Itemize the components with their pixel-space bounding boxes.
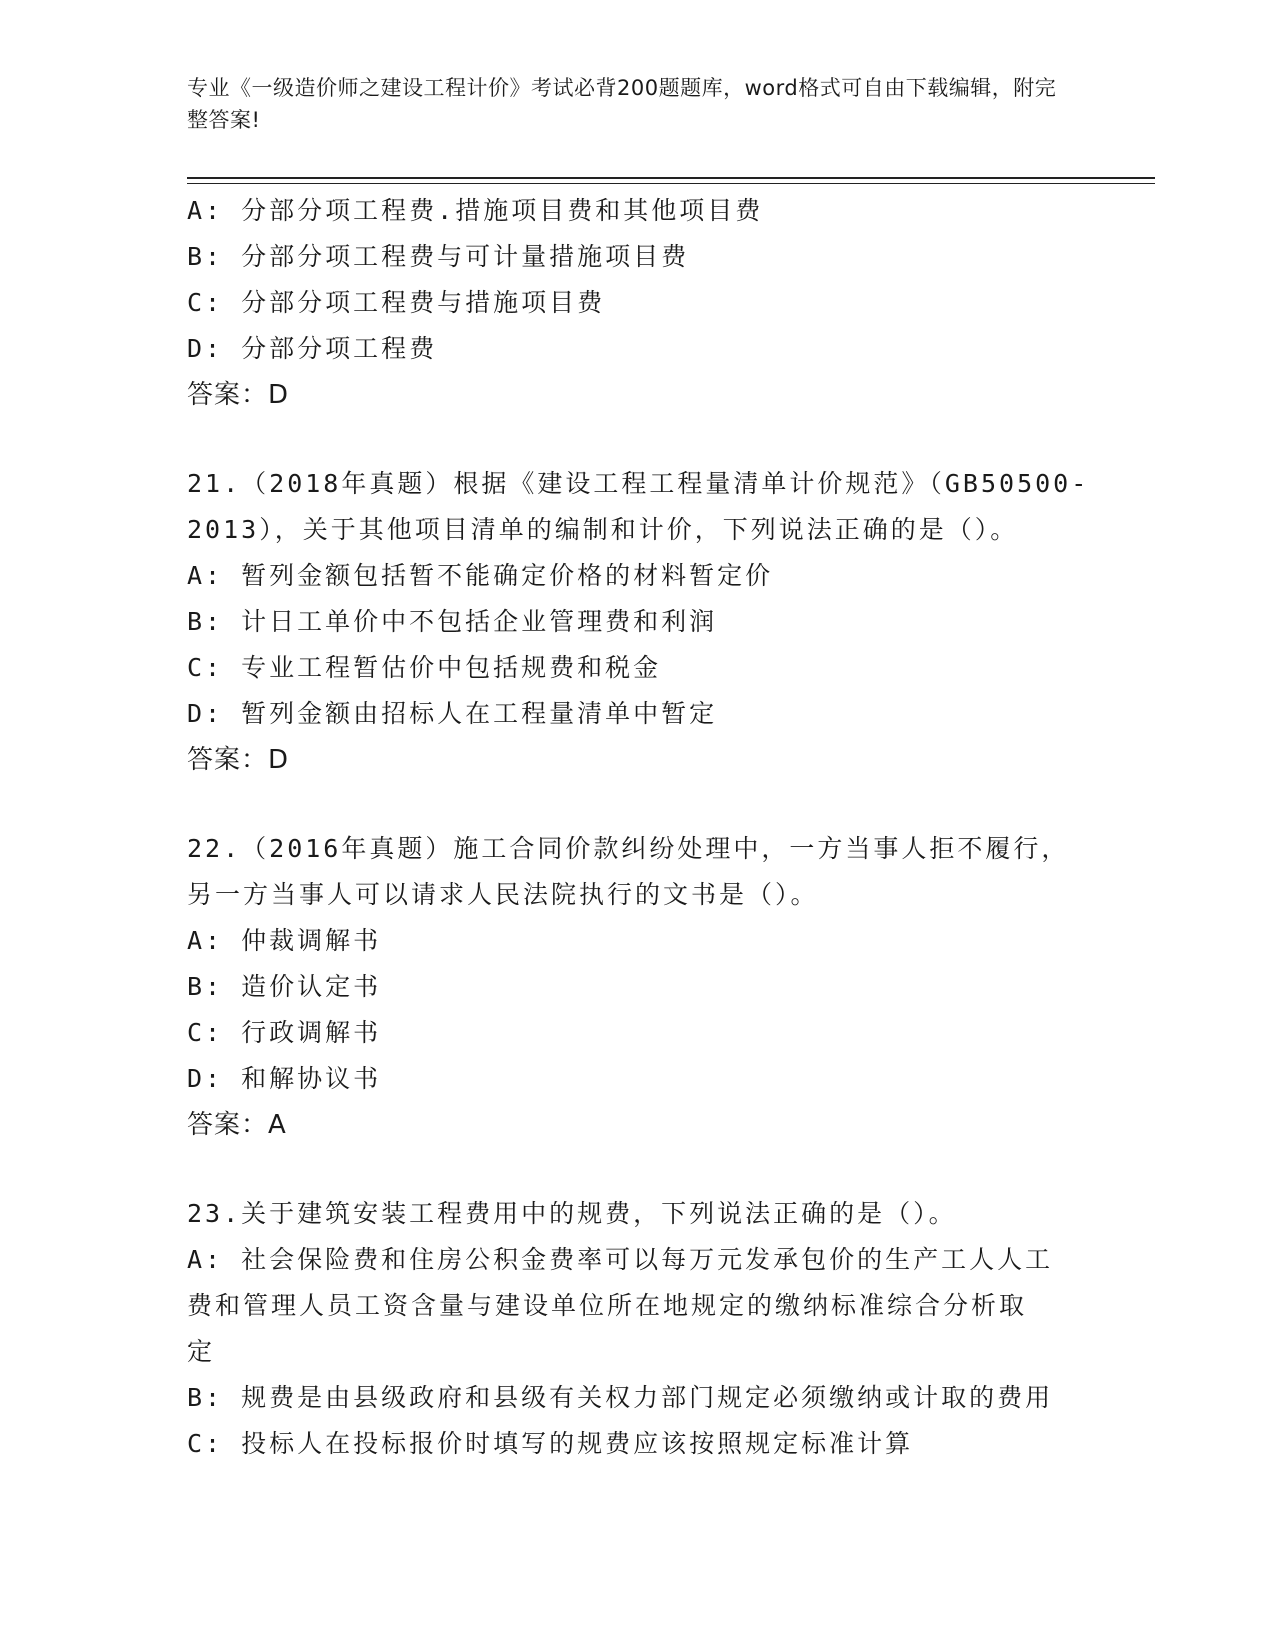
option-c: C: 投标人在投标报价时填写的规费应该按照规定标准计算	[187, 1429, 914, 1458]
answer: 答案：D	[187, 745, 290, 775]
option-d: D: 分部分项工程费	[187, 334, 438, 363]
header-rule-thick	[187, 177, 1155, 179]
question-stem: 23.关于建筑安装工程费用中的规费，下列说法正确的是（）。	[187, 1199, 957, 1228]
question-23	[187, 1191, 1087, 1467]
document-header: 专业《一级造价师之建设工程计价》考试必背200题题库，word格式可自由下载编辑，附完整答案!	[187, 76, 1057, 132]
spacer	[187, 783, 1087, 826]
question-22	[187, 826, 1087, 1148]
option-d: D: 和解协议书	[187, 1064, 382, 1093]
option-c: C: 专业工程暂估价中包括规费和税金	[187, 653, 662, 682]
option-a-continued: 定	[187, 1337, 216, 1366]
option-a: A: 暂列金额包括暂不能确定价格的材料暂定价	[187, 561, 774, 590]
option-c: C: 行政调解书	[187, 1018, 382, 1047]
option-b: B: 规费是由县级政府和县级有关权力部门规定必须缴纳或计取的费用	[187, 1383, 1054, 1412]
option-c: C: 分部分项工程费与措施项目费	[187, 288, 606, 317]
option-d: D: 暂列金额由招标人在工程量清单中暂定	[187, 699, 718, 728]
option-a-continued: 费和管理人员工资含量与建设单位所在地规定的缴纳标准综合分析取	[187, 1291, 1028, 1320]
spacer	[187, 418, 1087, 461]
question-stem: 2013），关于其他项目清单的编制和计价，下列说法正确的是（）。	[187, 515, 1019, 544]
answer: 答案：A	[187, 1110, 287, 1140]
question-20	[187, 188, 1087, 418]
option-a: A: 分部分项工程费.措施项目费和其他项目费	[187, 196, 764, 225]
header-rule-thin	[187, 183, 1155, 184]
option-b: B: 计日工单价中不包括企业管理费和利润	[187, 607, 718, 636]
option-a: A: 仲裁调解书	[187, 926, 382, 955]
question-21	[187, 461, 1090, 783]
spacer	[187, 1148, 1087, 1191]
option-b: B: 分部分项工程费与可计量措施项目费	[187, 242, 690, 271]
answer: 答案：D	[187, 380, 290, 410]
question-content	[187, 188, 1090, 1467]
option-b: B: 造价认定书	[187, 972, 382, 1001]
question-stem: 22.（2016年真题）施工合同价款纠纷处理中，一方当事人拒不履行，	[187, 834, 1070, 863]
question-stem: 另一方当事人可以请求人民法院执行的文书是（）。	[187, 880, 819, 909]
option-a: A: 社会保险费和住房公积金费率可以每万元发承包价的生产工人人工	[187, 1245, 1054, 1274]
question-stem: 21.（2018年真题）根据《建设工程工程量清单计价规范》（GB50500-	[187, 469, 1090, 498]
